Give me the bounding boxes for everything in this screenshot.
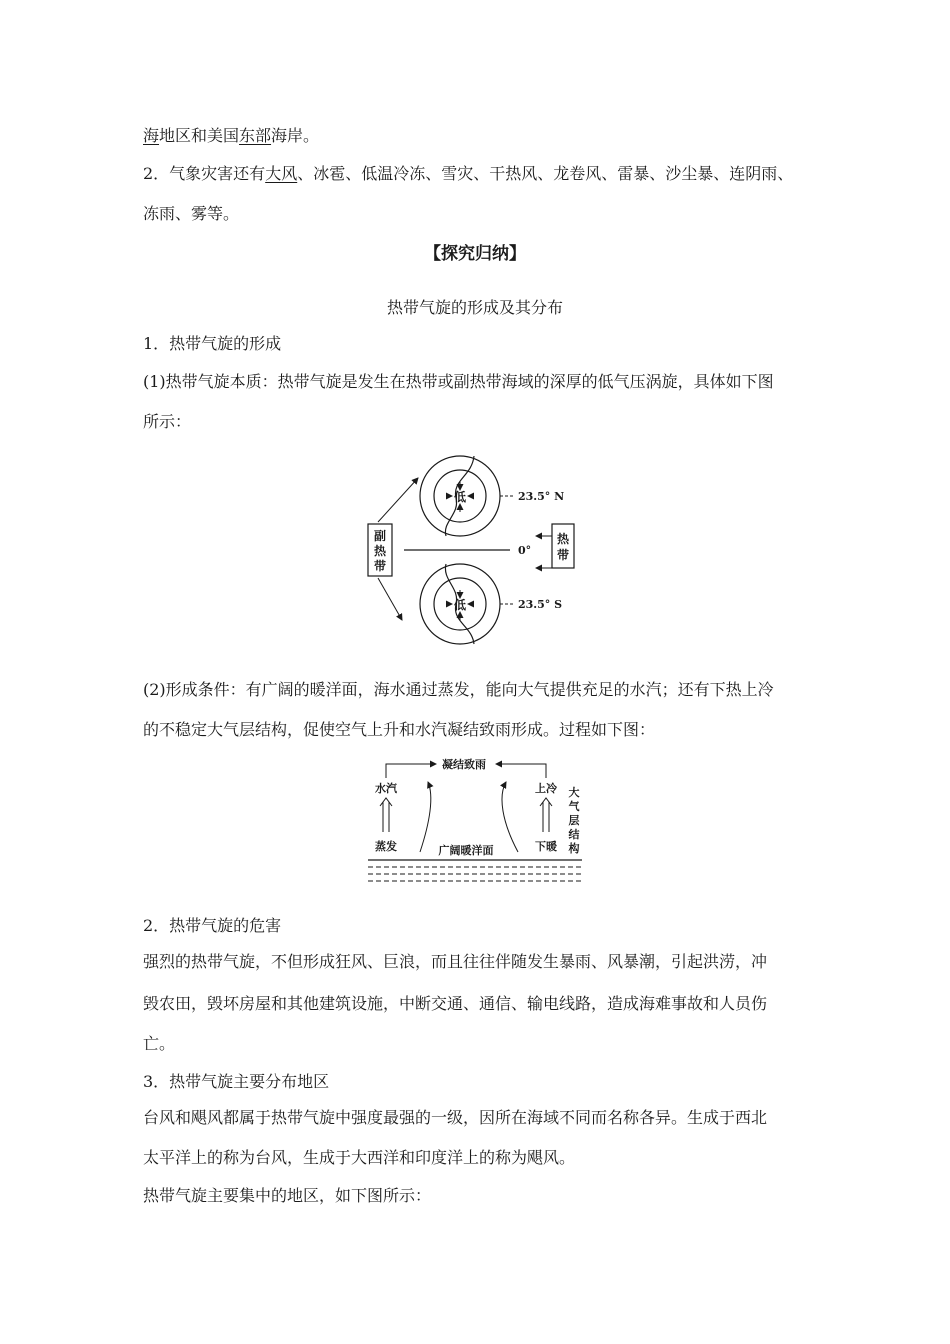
low-pressure-label-south: 低 xyxy=(453,598,467,612)
vapor-to-condensation-arrow xyxy=(386,764,436,778)
subtropical-char: 副 xyxy=(373,529,387,543)
paragraph-line: 台风和飓风都属于热带气旋中强度最强的一级，因所在海域不同而名称各异。生成于西北 xyxy=(143,1108,768,1127)
evaporation-label: 蒸发 xyxy=(375,840,397,853)
upper-cold-label: 上冷 xyxy=(535,782,557,795)
paragraph-line xyxy=(143,164,793,184)
paragraph-line: 亡。 xyxy=(143,1034,176,1053)
structure-char: 构 xyxy=(568,842,580,855)
subtropical-char: 带 xyxy=(373,559,387,573)
paragraph-line: 热带气旋主要集中的地区，如下图所示： xyxy=(143,1186,432,1205)
low-pressure-label-north: 低 xyxy=(453,490,467,504)
subsection-title: 1．热带气旋的形成 xyxy=(143,334,282,353)
paragraph-line: 所示： xyxy=(143,412,192,431)
rising-air-curve-right xyxy=(502,782,518,852)
cold-to-condensation-arrow xyxy=(496,764,546,778)
paragraph-line: (2)形成条件：有广阔的暖洋面，海水通过蒸发，能向大气提供充足的水汽；还有下热上冷 xyxy=(143,680,774,699)
tropical-char: 带 xyxy=(556,548,570,562)
paragraph-line: 太平洋上的称为台风，生成于大西洋和印度洋上的称为飓风。 xyxy=(143,1148,576,1167)
underlined-term: 大风 xyxy=(265,164,298,183)
structure-char: 层 xyxy=(568,814,580,827)
paragraph-line xyxy=(143,126,319,146)
lat-equator-label: 0° xyxy=(518,544,532,557)
subtropical-char: 热 xyxy=(373,544,387,558)
lat-north-label: 23.5° N xyxy=(518,490,565,503)
text-span: 、冰雹、低温冷冻、雪灾、干热风、龙卷风、雷暴、沙尘暴、连阴雨、 xyxy=(297,164,794,183)
structure-char: 结 xyxy=(568,828,580,841)
lat-south-label: 23.5° S xyxy=(518,598,563,611)
condensation-label: 凝结致雨 xyxy=(442,758,486,771)
subsection-title: 3．热带气旋主要分布地区 xyxy=(143,1072,330,1091)
lower-warm-label: 下暖 xyxy=(535,840,557,853)
rising-air-curve-left xyxy=(420,782,431,852)
section-subtitle: 热带气旋的形成及其分布 xyxy=(386,298,563,317)
structure-char: 大 xyxy=(568,786,580,799)
underlined-term: 海 xyxy=(143,126,160,145)
evaporation-double-arrow xyxy=(380,798,392,832)
warm-double-arrow xyxy=(540,798,552,832)
tropical-cyclone-diagram xyxy=(360,452,600,648)
north-cyclone xyxy=(420,456,500,536)
water-vapor-label: 水汽 xyxy=(375,782,397,795)
paragraph-line: 强烈的热带气旋，不但形成狂风、巨浪，而且往往伴随发生暴雨、风暴潮，引起洪涝，冲 xyxy=(143,952,768,971)
tropical-char: 热 xyxy=(556,532,570,546)
subtropical-arrow-south xyxy=(378,578,402,620)
ocean-surface xyxy=(368,860,582,881)
text-span: 地区和美国 xyxy=(159,126,240,145)
section-heading: 【探究归纳】 xyxy=(424,244,526,264)
subtropical-arrow-north xyxy=(378,478,418,522)
text-span: 海岸。 xyxy=(271,126,320,145)
structure-char: 气 xyxy=(568,800,580,813)
south-cyclone xyxy=(420,564,500,644)
formation-process-diagram xyxy=(368,752,586,890)
paragraph-line: 毁农田，毁坏房屋和其他建筑设施，中断交通、通信、输电线路，造成海难事故和人员伤 xyxy=(143,994,768,1013)
subsection-title: 2．热带气旋的危害 xyxy=(143,916,282,935)
underlined-term: 东部 xyxy=(239,126,272,145)
paragraph-line: 的不稳定大气层结构，促使空气上升和水汽凝结致雨形成。过程如下图： xyxy=(143,720,656,739)
paragraph-line: 冻雨、雾等。 xyxy=(143,204,240,223)
text-span: 2．气象灾害还有 xyxy=(143,164,266,183)
warm-ocean-label: 广阔暖洋面 xyxy=(438,844,494,857)
paragraph-line: (1)热带气旋本质：热带气旋是发生在热带或副热带海域的深厚的低气压涡旋，具体如下图 xyxy=(143,372,774,391)
